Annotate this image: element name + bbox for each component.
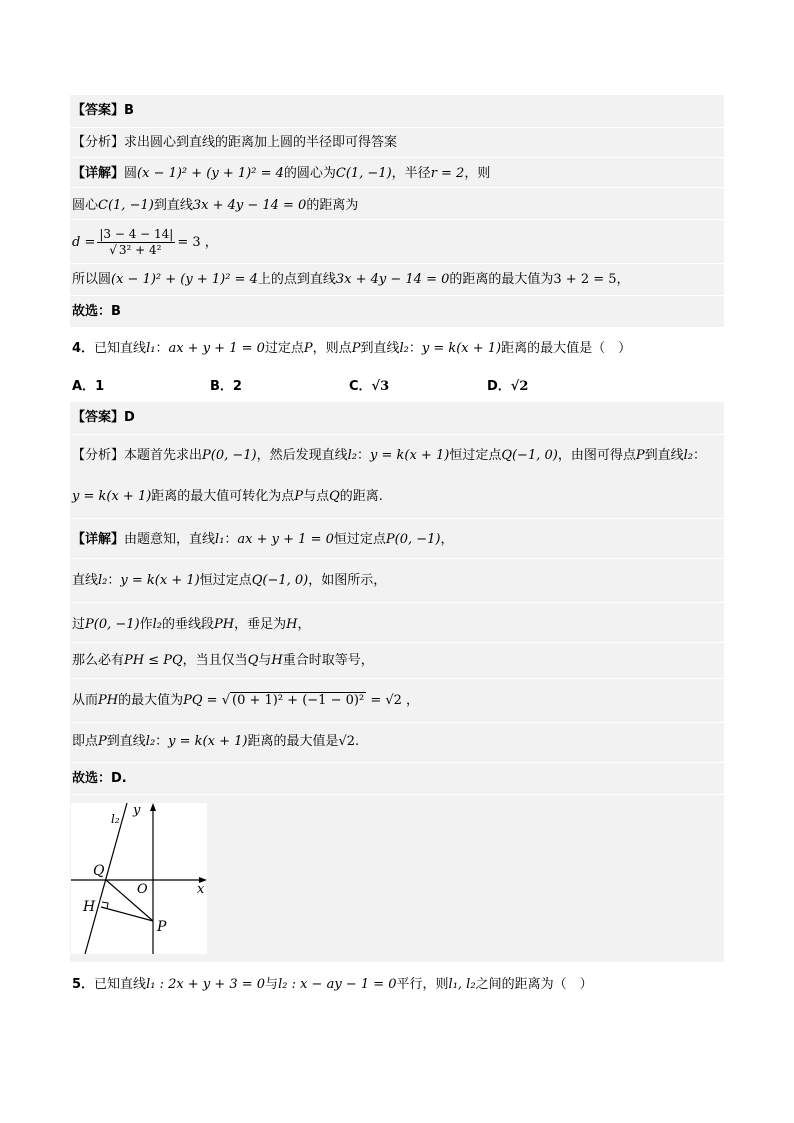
q3-detail-line-2: 圆心C(1, −1)到直线3x + 4y − 14 = 0的距离为 <box>72 198 359 213</box>
origin-label: O <box>137 882 148 897</box>
circle-equation: (x − 1)² + (y + 1)² = 4 <box>137 166 284 181</box>
q4-detail-line-1: 【详解】由题意知，直线l₁：ax + y + 1 = 0恒过定点P(0, −1)， <box>72 532 454 547</box>
q4-option-c: C．√3 <box>349 379 390 394</box>
q4-detail-line-5: 从而PH的最大值为PQ = √ (0 + 1)² + (−1 − 0)² = √2 ， <box>72 693 420 708</box>
x-axis-label: x <box>197 882 205 897</box>
q4-analysis-line-2: y = k(x + 1)距离的最大值可转化为点P与点Q的距离. <box>72 489 383 504</box>
max-expression: 3 + 2 = 5 <box>553 272 617 287</box>
q3-detail-line-3: 所以圆(x − 1)² + (y + 1)² = 4上的点到直线3x + 4y − 14 = 0的距离的最大值为3 + 2 = 5， <box>72 272 630 287</box>
q4-detail-line-6: 即点P到直线l₂：y = k(x + 1)距离的最大值是√2. <box>72 734 360 749</box>
circle-center: C(1, −1) <box>335 166 392 181</box>
q4-answer: 【答案】D <box>72 410 135 425</box>
q3-analysis: 【分析】求出圆心到直线的距离加上圆的半径即可得答案 <box>72 135 398 150</box>
q4-figure <box>71 803 207 954</box>
p-label: P <box>157 919 167 935</box>
q5-number: 5． <box>72 977 95 992</box>
q4-analysis-line-1: 【分析】本题首先求出P(0, −1)，然后发现直线l₂：y = k(x + 1)恒过定点Q(−1, 0)，由图可得点P到直线l₂： <box>72 448 707 463</box>
q5-stem: 5．已知直线l₁ : 2x + y + 3 = 0与l₂ : x − ay − 1 = 0平行，则l₁, l₂之间的距离为（ ） <box>72 977 593 992</box>
q4-detail-line-2: 直线l₂：y = k(x + 1)恒过定点Q(−1, 0)，如图所示， <box>72 573 387 588</box>
q4-number: 4． <box>72 341 95 356</box>
h-label: H <box>83 899 96 915</box>
distance-fraction: $\frac{|3 - 4 - 14|}{\text{√ 3² + 4²}}$ <box>99 227 174 257</box>
q3-conclusion: 故选：B <box>72 304 121 319</box>
l2-label: l₂ <box>111 812 120 826</box>
q3-answer: 【答案】B <box>72 103 134 118</box>
line-equation: 3x + 4y − 14 = 0 <box>192 198 307 213</box>
q4-option-a: A．1 <box>72 379 105 394</box>
q3-distance-formula: d = $\frac{|3 - 4 - 14|}{\text{√ 3² + 4²}}$ = 3 ， <box>72 227 218 257</box>
q3-detail-tag: 【详解】 <box>72 166 125 181</box>
q4-conclusion: 故选：D. <box>72 771 127 786</box>
q3-detail-line-1: 【详解】圆(x − 1)² + (y + 1)² = 4的圆心为C(1, −1)，半径r = 2，则 <box>72 166 491 181</box>
circle-radius: r = 2 <box>430 166 465 181</box>
q4-detail-line-3: 过P(0, −1)作l₂的垂线段PH，垂足为H， <box>72 617 311 632</box>
q4-detail-line-4: 那么必有PH ≤ PQ，当且仅当Q与H重合时取等号， <box>72 653 374 668</box>
q4-option-b: B．2 <box>210 379 242 394</box>
q4-stem: 4．已知直线l₁：ax + y + 1 = 0过定点P，则点P到直线l₂：y = k(x + 1)距离的最大值是（ ） <box>72 341 632 356</box>
q4-option-d: D．√2 <box>487 379 529 394</box>
q-label: Q <box>93 863 105 879</box>
y-axis-label: y <box>133 803 141 818</box>
